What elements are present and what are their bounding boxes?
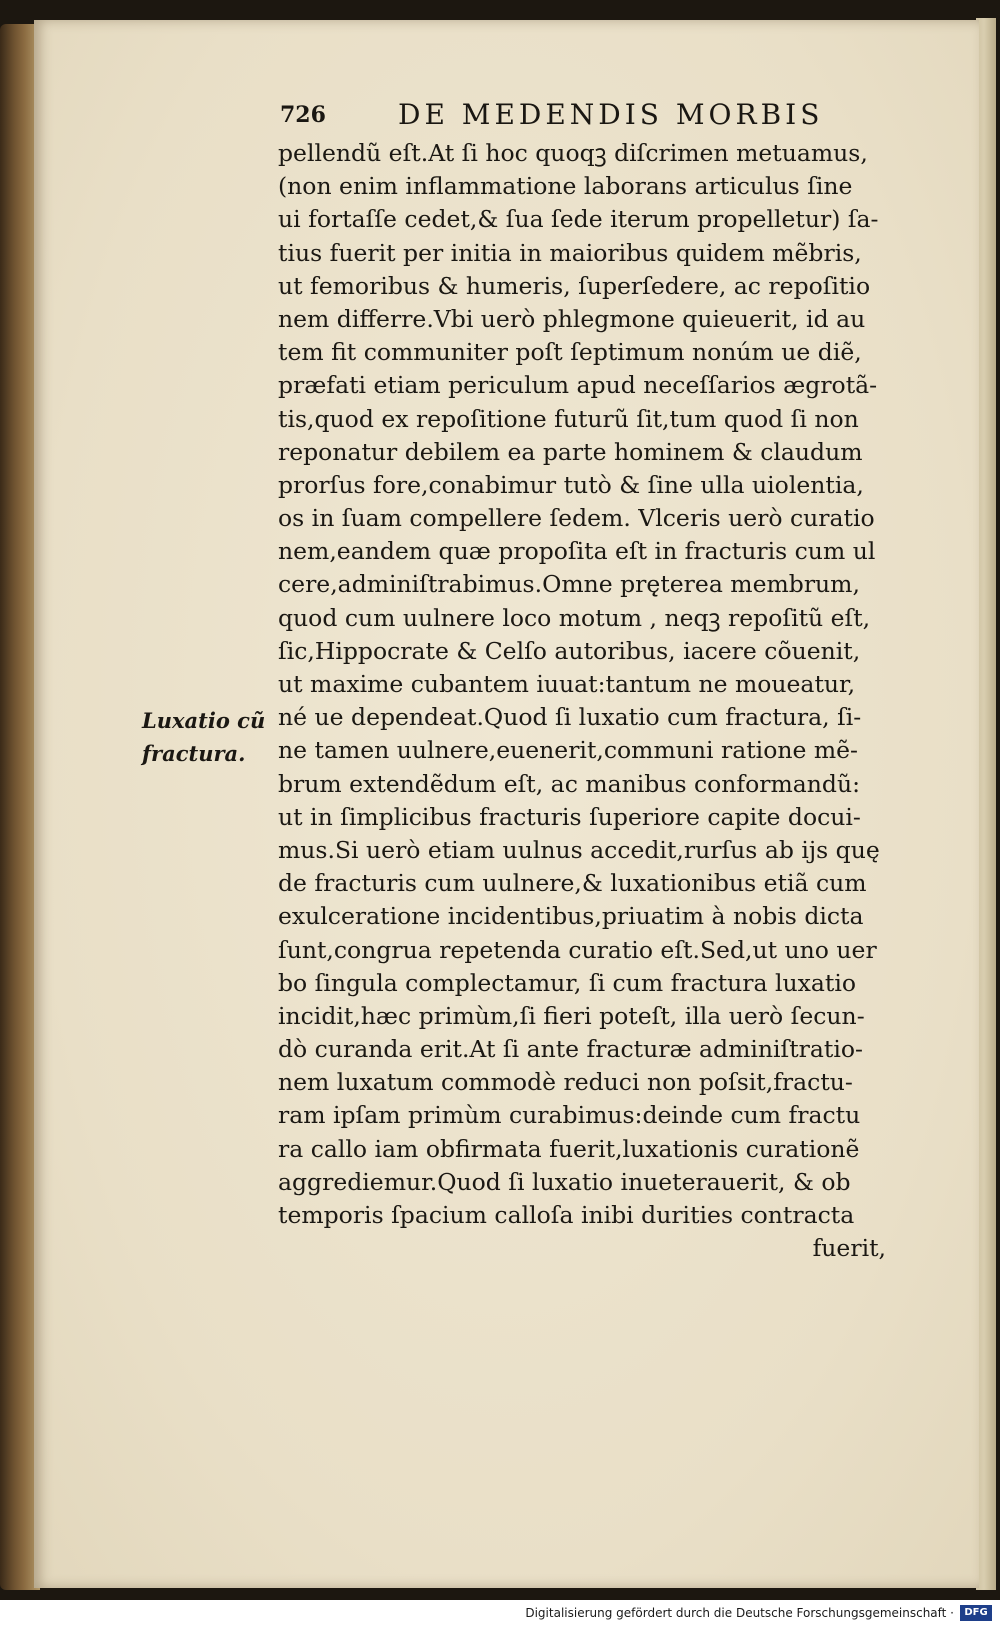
text-line: pellendũ eſt.At ſi hoc quoqꝫ diſcrimen metuamus, bbox=[278, 139, 868, 167]
text-line: reponatur debilem ea parte hominem & claudum bbox=[278, 437, 863, 466]
text-line: dò curanda erit.At ſi ante fracturæ adminiſtratio- bbox=[278, 1035, 863, 1064]
text-line: ſic,Hippocrate & Celſo autoribus, iacere cõuenit, bbox=[278, 636, 861, 665]
catchword: fuerit, bbox=[812, 1234, 886, 1263]
text-line: ut maxime cubantem iuuat:tantum ne moueatur, bbox=[278, 670, 856, 698]
text-line: nem differre.Vbi uerò phlegmone quieuerit, id au bbox=[278, 304, 866, 333]
text-line: temporis ſpacium calloſa inibi durities contracta bbox=[278, 1201, 855, 1229]
text-line: cere,adminiſtrabimus.Omne prę̨terea membrum, bbox=[278, 570, 860, 599]
text-line: ne tamen uulnere,euenerit,communi ratione mẽ- bbox=[278, 736, 858, 765]
text-line: ra callo iam obfirmata fuerit,luxationis curationẽ bbox=[278, 1134, 860, 1163]
footer-bar bbox=[0, 1600, 1000, 1627]
text-line: nem,eandem quæ propoſita eſt in fracturis cum ul bbox=[278, 537, 876, 566]
marginal-note-line: fractura. bbox=[142, 741, 246, 767]
text-line: (non enim inflammatione laborans articulus ſine bbox=[278, 172, 853, 201]
text-line: prorſus fore,conabimur tutò & ſine ulla uiolentia, bbox=[278, 470, 864, 499]
text-line: ut in ſimplicibus fracturis ſuperiore capite docui- bbox=[278, 802, 861, 831]
page-edges bbox=[976, 18, 996, 1590]
text-line: nem luxatum commodè reduci non poſsit,fractu- bbox=[278, 1068, 853, 1097]
funding-notice: Digitalisierung gefördert durch die Deutsche Forschungsgemeinschaft · bbox=[525, 1606, 954, 1620]
text-line: tis,quod ex repoſitione futurũ ſit,tum quod ſi non bbox=[278, 404, 859, 433]
text-line: ut femoribus & humeris, ſuperſedere, ac repoſitio bbox=[278, 271, 871, 300]
text-line: quod cum uulnere loco motum , neqꝫ repoſitũ eſt, bbox=[278, 603, 871, 632]
marginal-note bbox=[142, 704, 272, 770]
text-line: ſunt,congrua repetenda curatio eſt.Sed,ut uno uer bbox=[278, 935, 877, 964]
text-line: de fracturis cum uulnere,& luxationibus etiã cum bbox=[278, 869, 867, 898]
page-number: 726 bbox=[280, 102, 326, 128]
marginal-note-line: Luxatio cũ bbox=[142, 708, 266, 733]
text-line: ram ipſam primùm curabimus:deinde cum fractu bbox=[278, 1101, 861, 1130]
running-title: DE MEDENDIS MORBIS bbox=[398, 98, 824, 131]
text-line: né ue dependeat.Quod ſi luxatio cum fractura, ſi- bbox=[278, 703, 862, 732]
text-line: præfati etiam periculum apud neceſſarios ægrotã- bbox=[278, 371, 878, 400]
text-line: aggrediemur.Quod ſi luxatio inueterauerit, & ob bbox=[278, 1167, 851, 1196]
text-line: tius fuerit per initia in maioribus quidem mẽbris, bbox=[278, 238, 862, 267]
text-line: incidit,hæc primùm,ſi fieri poteſt, illa uerò ſecun- bbox=[278, 1001, 865, 1030]
text-line: brum extendẽdum eſt, ac manibus conformandũ: bbox=[278, 769, 861, 798]
page-header bbox=[280, 98, 840, 134]
text-line: exulceratione incidentibus,priuatim à nobis dicta bbox=[278, 902, 864, 931]
text-line: os in ſuam compellere ſedem. Vlceris uerò curatio bbox=[278, 504, 875, 533]
text-line: bo ſingula complectamur, ſi cum fractura luxatio bbox=[278, 968, 857, 997]
body-text bbox=[278, 137, 898, 1265]
dfg-logo: DFG bbox=[960, 1605, 992, 1621]
text-line: ui fortaſſe cedet,& ſua ſede iterum propelletur) ſa- bbox=[278, 205, 879, 234]
text-line: tem fit communiter poſt ſeptimum nonúm ue diẽ, bbox=[278, 338, 862, 367]
text-line: mus.Si uerò etiam uulnus accedit,rurſus ab ijs quę bbox=[278, 835, 880, 864]
